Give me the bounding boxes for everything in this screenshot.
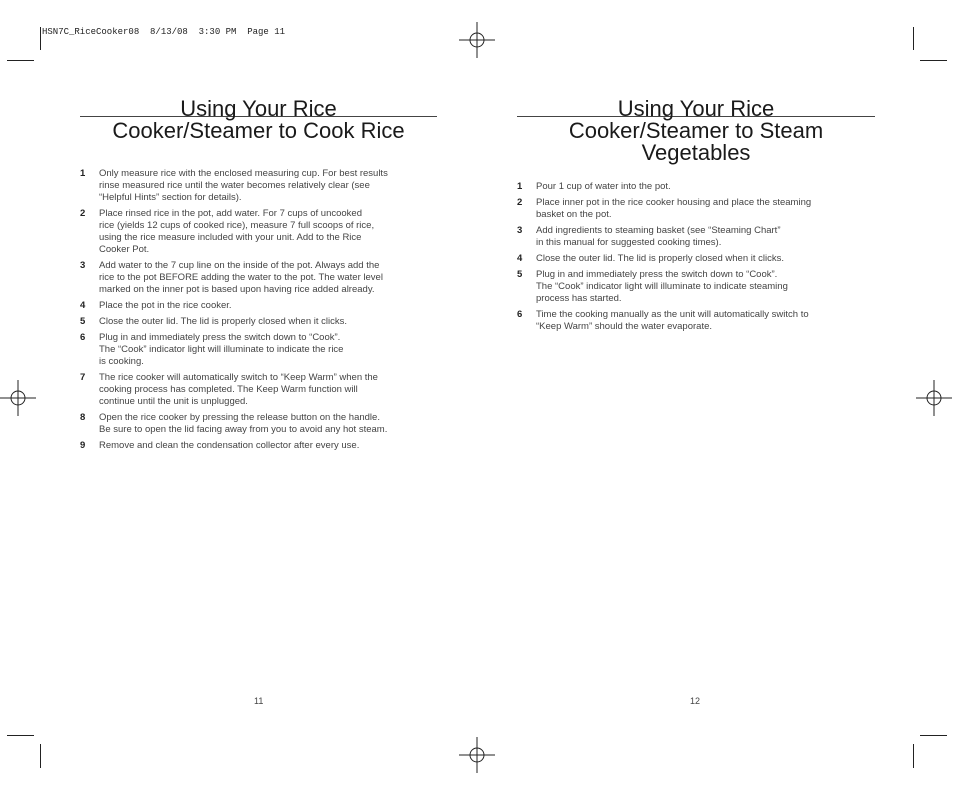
left-page [80,96,437,456]
step-number: 8 [80,412,86,423]
step-item [80,300,437,312]
step-item [517,181,875,193]
print-slug-line: HSN7C_RiceCooker08 8/13/08 3:30 PM Page 11 [42,27,286,37]
step-text: Open the rice cooker by pressing the release button on the handle. Be sure to open the lid facing away from you to avoid any hot steam. [99,412,388,435]
step-item [80,316,437,328]
step-number: 4 [517,253,523,264]
page-number: 12 [690,696,701,706]
step-item [80,208,437,256]
crop-mark [920,60,947,61]
registration-mark-icon [916,380,952,416]
right-page [517,96,875,337]
page-number: 11 [254,696,264,706]
step-text: Pour 1 cup of water into the pot. [536,181,671,192]
step-item [80,332,437,368]
step-text: Plug in and immediately press the switch down to “Cook”. The “Cook” indicator light will illuminate to indicate steaming process has started. [536,269,788,304]
step-text: Add water to the 7 cup line on the inside of the pot. Always add the rice to the pot BEFORE adding the water to the pot. The water level marked on the inner pot is based upon having rice added already. [99,260,383,295]
step-text: Add ingredients to steaming basket (see “Steaming Chart” in this manual for suggested cooking times). [536,225,781,248]
page-title [80,96,437,142]
step-text: Close the outer lid. The lid is properly closed when it clicks. [536,253,784,264]
registration-mark-icon [459,737,495,773]
crop-mark [7,735,34,736]
step-text: The rice cooker will automatically switch to “Keep Warm” when the cooking process has completed. The Keep Warm function will continue until the unit is unplugged. [99,372,378,407]
step-item [517,253,875,265]
registration-mark-icon [459,22,495,58]
step-number: 6 [517,309,523,320]
step-item [80,440,437,452]
step-text: Place the pot in the rice cooker. [99,300,232,311]
step-number: 5 [517,269,523,280]
step-item [517,309,875,333]
step-text: Time the cooking manually as the unit will automatically switch to “Keep Warm” should the water evaporate. [536,309,809,332]
step-text: Place rinsed rice in the pot, add water. For 7 cups of uncooked rice (yields 12 cups of cooked rice), measure 7 full scoops of rice, using the rice measure included with your unit. Add to the Rice Cooker Pot. [99,208,375,255]
title-text: Using Your Rice Cooker/Steamer to Cook Rice [112,96,405,143]
step-item [80,260,437,296]
step-text: Place inner pot in the rice cooker housing and place the steaming basket on the pot. [536,197,812,220]
steps-list [517,181,875,333]
step-item [517,197,875,221]
step-item [80,372,437,408]
crop-mark [913,27,914,50]
step-number: 7 [80,372,86,383]
step-number: 1 [80,168,86,179]
step-number: 1 [517,181,523,192]
step-number: 9 [80,440,86,451]
step-item [517,269,875,305]
step-number: 2 [517,197,523,208]
step-item [517,225,875,249]
crop-mark [920,735,947,736]
crop-mark [40,744,41,768]
step-text: Close the outer lid. The lid is properly closed when it clicks. [99,316,347,327]
step-text: Remove and clean the condensation collector after every use. [99,440,360,451]
step-number: 3 [517,225,523,236]
page-title [517,96,875,164]
crop-mark [40,27,41,50]
step-number: 2 [80,208,86,219]
step-item [80,412,437,436]
step-number: 6 [80,332,86,343]
crop-mark [7,60,34,61]
title-text: Using Your Rice Cooker/Steamer to Steam Vegetables [568,96,824,165]
step-number: 5 [80,316,86,327]
step-text: Only measure rice with the enclosed measuring cup. For best results rinse measured rice until the water becomes relatively clear (see “Helpful Hints” section for details). [99,168,388,203]
crop-mark [913,744,914,768]
step-number: 3 [80,260,86,271]
step-number: 4 [80,300,86,311]
registration-mark-icon [0,380,36,416]
step-text: Plug in and immediately press the switch down to “Cook”. The “Cook” indicator light will illuminate to indicate the rice is cooking. [99,332,344,367]
step-item [80,168,437,204]
steps-list [80,168,437,452]
